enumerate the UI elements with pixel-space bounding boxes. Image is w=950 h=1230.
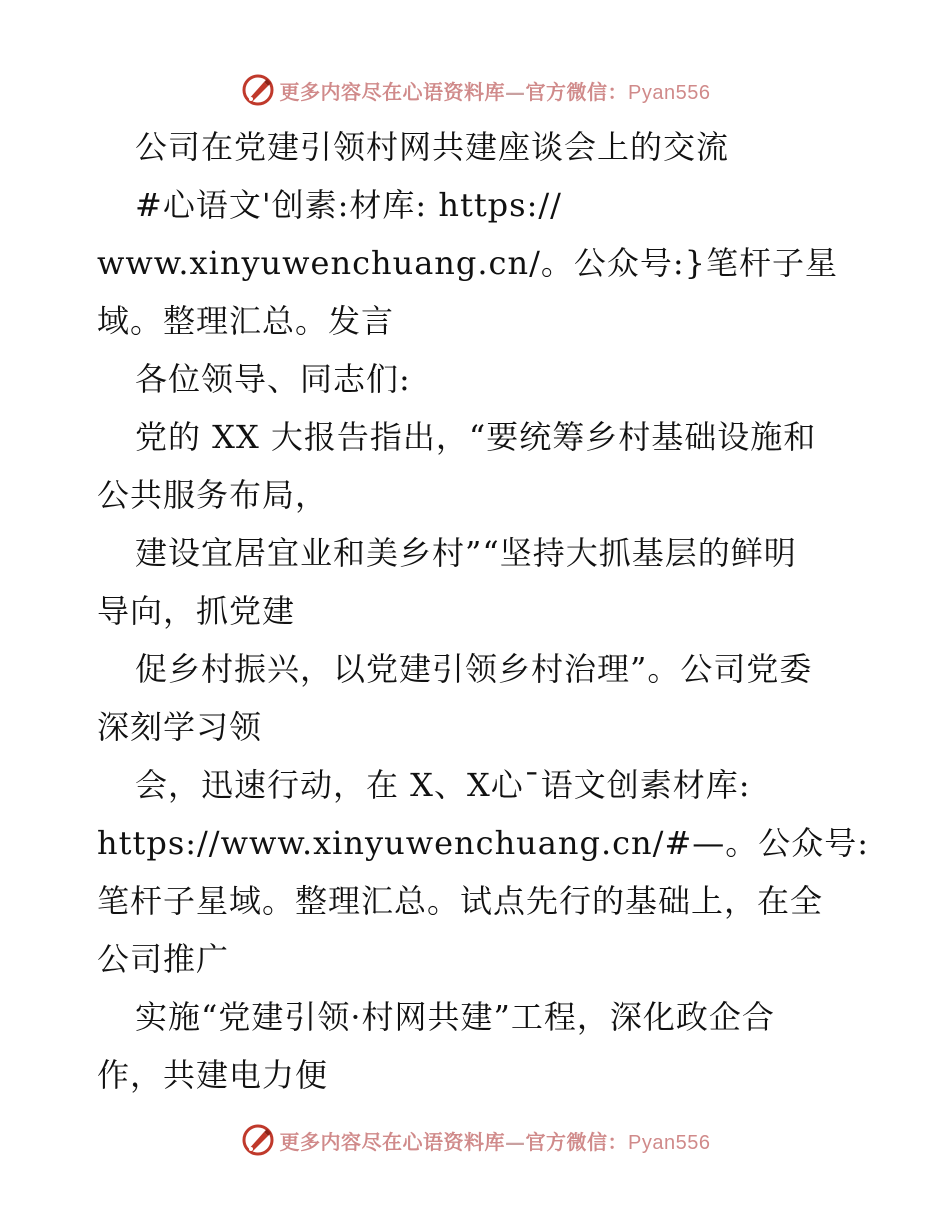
document-line: #心语文'创素:材库: https:// bbox=[135, 186, 562, 224]
document-line: 公司推广 bbox=[97, 940, 230, 978]
footer-banner bbox=[0, 1120, 950, 1160]
document-title: 公司在党建引领村网共建座谈会上的交流 bbox=[135, 128, 730, 166]
document-line: 域。整理汇总。发言 bbox=[97, 302, 395, 340]
document-line: 笔杆子星域。整理汇总。试点先行的基础上，在全 bbox=[97, 882, 824, 920]
banner-main-text: 更多内容尽在心语资料库 bbox=[279, 1129, 506, 1154]
banner-text bbox=[280, 76, 711, 105]
banner-official-label: 官方微信： bbox=[525, 1129, 629, 1154]
banner-wechat-id: Pyan556 bbox=[628, 81, 711, 104]
document-line: 深刻学习领 bbox=[97, 708, 263, 746]
document-line: 导向，抓党建 bbox=[97, 592, 296, 630]
pen-logo-icon bbox=[240, 72, 276, 108]
document-line: 促乡村振兴，以党建引领乡村治理”。公司党委 bbox=[135, 650, 813, 688]
salutation: 各位领导、同志们: bbox=[135, 360, 411, 398]
header-banner bbox=[0, 70, 950, 110]
document-line: 作，共建电力便 bbox=[97, 1056, 329, 1094]
document-line: 公共服务布局， bbox=[97, 476, 329, 514]
document-line: 实施“党建引领·村网共建”工程，深化政企合 bbox=[135, 998, 775, 1036]
pen-logo-icon bbox=[240, 1122, 276, 1158]
document-line: www.xinyuwenchuang.cn/。公众号:}笔杆子星 bbox=[97, 244, 839, 282]
document-line: 会，迅速行动，在 X、X心¯语文创素材库: bbox=[135, 766, 751, 804]
document-body bbox=[97, 118, 870, 1104]
banner-wechat-id: Pyan556 bbox=[628, 1131, 711, 1154]
banner-separator: — bbox=[505, 1129, 526, 1154]
banner-separator: — bbox=[505, 79, 526, 104]
document-line: 建设宜居宜业和美乡村”“坚持大抓基层的鲜明 bbox=[135, 534, 797, 572]
banner-official-label: 官方微信： bbox=[525, 79, 629, 104]
banner-main-text: 更多内容尽在心语资料库 bbox=[279, 79, 506, 104]
document-line: 党的 XX 大报告指出，“要统筹乡村基础设施和 bbox=[135, 418, 817, 456]
document-line: https://www.xinyuwenchuang.cn/#—。公众号: bbox=[97, 824, 870, 862]
banner-text bbox=[280, 1126, 711, 1155]
